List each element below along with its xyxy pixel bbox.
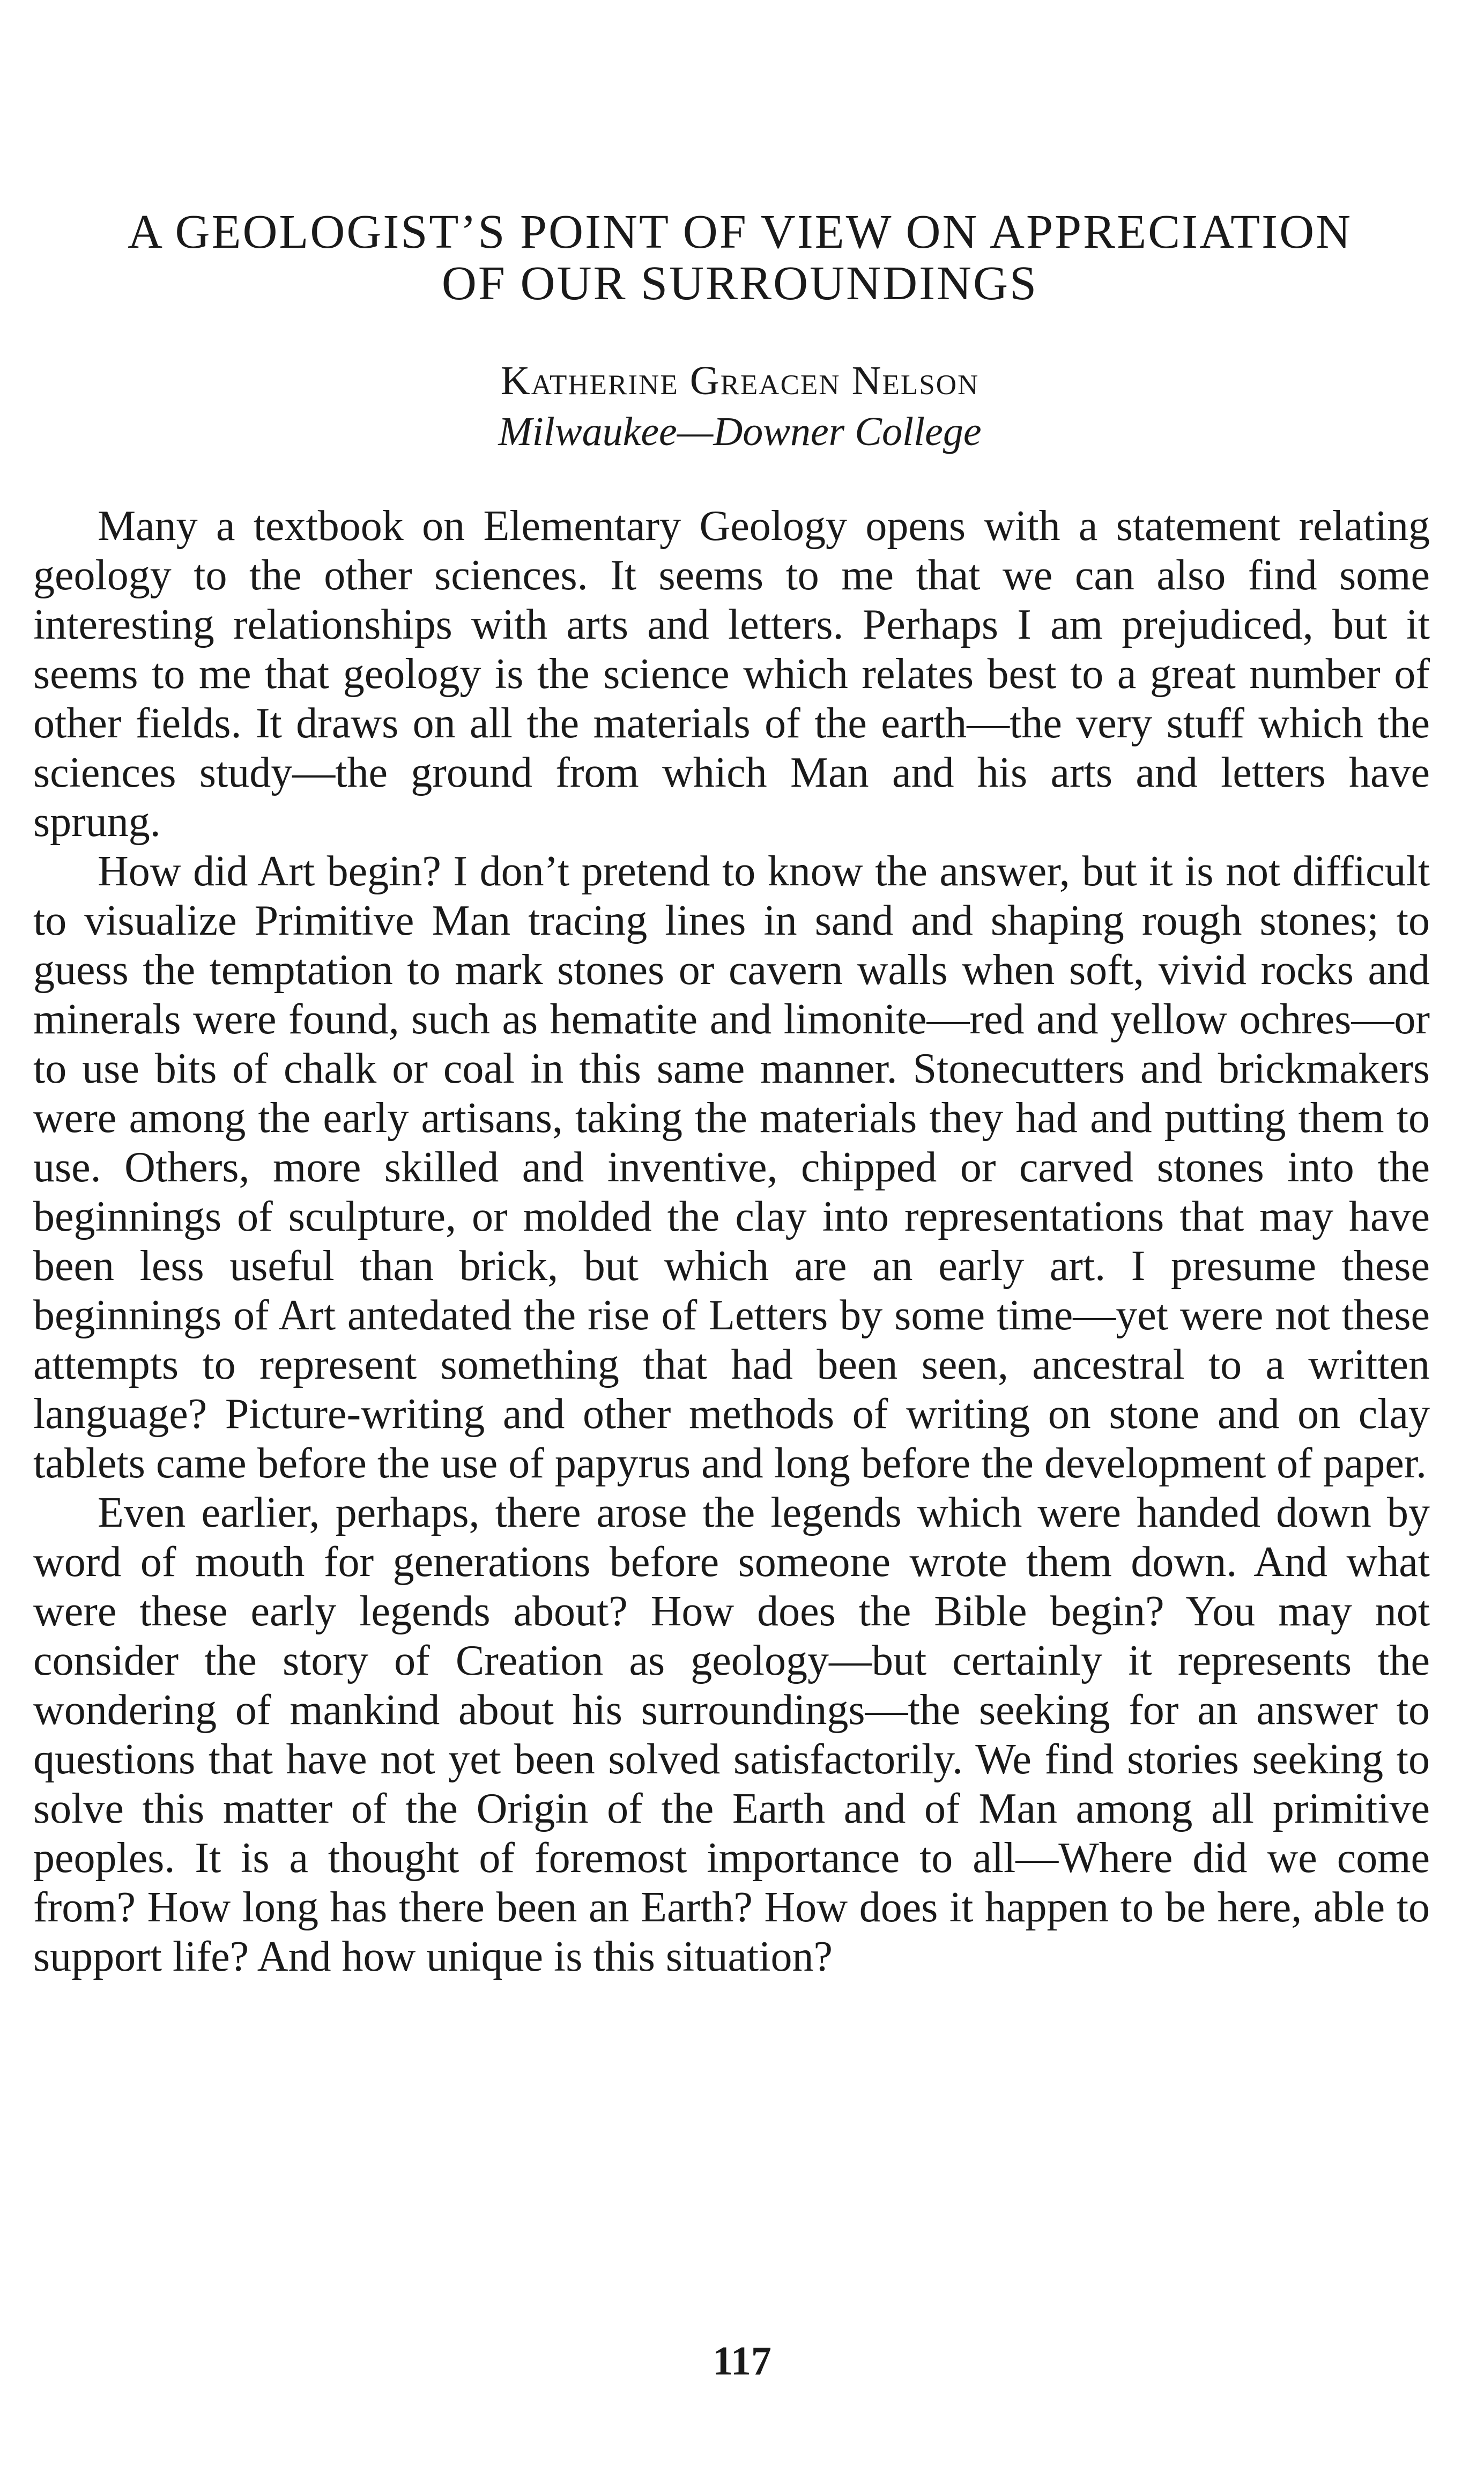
article-title [54, 206, 1426, 309]
page-number: 117 [713, 2339, 771, 2384]
body-paragraph: Many a textbook on Elementary Geology opens with a statement relating geology to the other sciences. It seems to me that we can also find some interesting relationships with arts and letters. Perhaps I am prejudiced, but it seems to me that geology is the science which relates best to a great number of other fields. It draws on all the materials of the earth—the very stuff which the sciences study—the ground from which Man and his arts and letters have sprung. [33, 502, 1430, 846]
article-title-line-1: A GEOLOGIST’S POINT OF VIEW ON APPRECIATION [127, 205, 1353, 258]
body-paragraph: Even earlier, perhaps, there arose the legends which were handed down by word of mouth for generations before someone wrote them down. And what were these early legends about? How does the Bible begin? You may not consider the story of Creation as geology—but certainly it represents the wondering of mankind about his surroundings—the seeking for an answer to questions that have not yet been solved satisfactorily. We find stories seeking to solve this matter of the Origin of the Earth and of Man among all primitive peoples. It is a thought of foremost importance to all—Where did we come from? How long has there been an Earth? How does it happen to be here, able to support life? And how unique is this situation? [33, 1489, 1430, 1980]
article-title-line-2: OF OUR SURROUNDINGS [441, 257, 1038, 310]
article-author: Katherine Greacen Nelson [500, 358, 980, 403]
article-affiliation: Milwaukee—Downer College [498, 409, 982, 454]
body-paragraph: How did Art begin? I don’t pretend to know the answer, but it is not difficult to visualize Primitive Man tracing lines in sand and shaping rough stones; to guess the temptation to mark stones or cavern walls when soft, vivid rocks and minerals were found, such as hematite and limonite—red and yellow ochres—or to use bits of chalk or coal in this same manner. Stonecutters and brickmakers were among the early artisans, taking the materials they had and putting them to use. Others, more skilled and inventive, chipped or carved stones into the beginnings of sculpture, or molded the clay into representations that may have been less useful than brick, but which are an early art. I presume these beginnings of Art antedated the rise of Letters by some time—yet were not these attempts to represent something that had been seen, ancestral to a written language? Picture-writing and other methods of writing on stone and on clay tablets came before the use of papyrus and long before the development of paper. [33, 848, 1430, 1487]
article-body [33, 501, 1430, 1981]
